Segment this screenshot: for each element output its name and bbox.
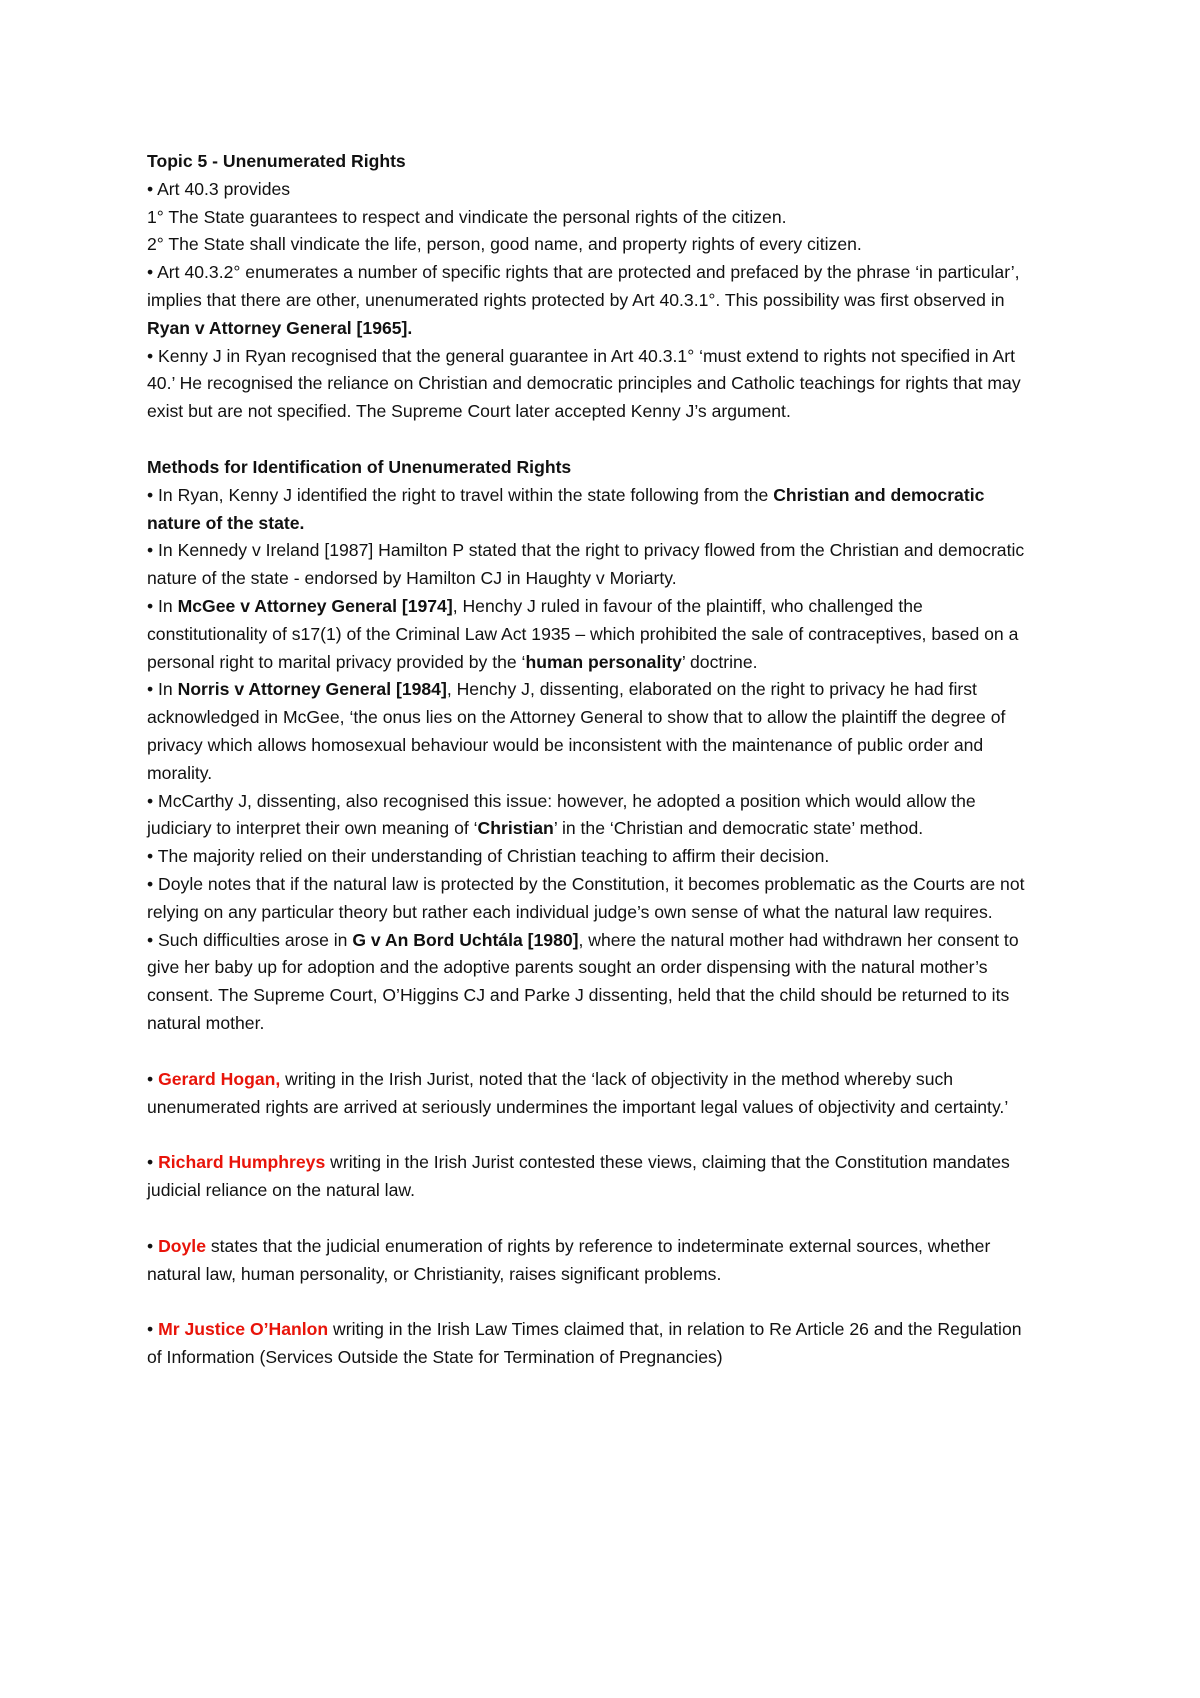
author-mr-justice-ohanlon: Mr Justice O’Hanlon xyxy=(158,1319,329,1340)
paragraph-ryan: • In Ryan, Kenny J identified the right to travel within the state following from the Christian and democratic nature of the state. xyxy=(147,484,985,533)
paragraph-hogan: • Gerard Hogan, writing in the Irish Jurist, noted that the ‘lack of objectivity in the method whereby such unenumerated rights are arrived at seriously undermines the important legal values of objectivity and certainty.’ xyxy=(147,1068,1009,1117)
paragraph-humphreys: • Richard Humphreys writing in the Irish Jurist contested these views, claiming that the Constitution mandates judicial reliance on the natural law. xyxy=(147,1152,1010,1201)
methods-heading: Methods for Identification of Unenumerated Rights xyxy=(147,456,572,477)
topic-title: Topic 5 - Unenumerated Rights xyxy=(147,151,406,171)
author-gerard-hogan: Gerard Hogan, xyxy=(158,1068,281,1089)
intro-line-1: 1° The State guarantees to respect and vindicate the personal rights of the citizen. xyxy=(147,206,787,227)
author-doyle: Doyle xyxy=(158,1235,206,1256)
paragraph-art-40-3-2: • Art 40.3.2° enumerates a number of specific rights that are protected and prefaced by the phrase ‘in particular’, implies that there are other, unenumerated rights protected by Art 40.3.1°. This possibility was first observed in Ryan v Attorney General [1965]. xyxy=(147,262,1020,338)
paragraph-kenny: • Kenny J in Ryan recognised that the general guarantee in Art 40.3.1° ‘must extend to rights not specified in Art 40.’ He recognised the reliance on Christian and democratic principles and Catholic teachings for rights that may exist but are not specified. The Supreme Court later accepted Kenny J’s argument. xyxy=(147,345,1021,422)
case-g-v-an-bord-uchtala: G v An Bord Uchtála [1980] xyxy=(352,929,579,950)
paragraph-ohanlon: • Mr Justice O’Hanlon writing in the Irish Law Times claimed that, in relation to Re Article 26 and the Regulation of Information (Services Outside the State for Termination of Pregnancies) xyxy=(147,1319,1022,1368)
paragraph-doyle-notes: • Doyle notes that if the natural law is protected by the Constitution, it becomes problematic as the Courts are not relying on any particular theory but rather each individual judge’s own sense of what the natural law requires. xyxy=(147,873,1025,922)
case-norris: Norris v Attorney General [1984] xyxy=(177,679,447,700)
intro-line-2: 2° The State shall vindicate the life, person, good name, and property rights of every citizen. xyxy=(147,234,862,255)
paragraph-g-v-an-bord: • Such difficulties arose in G v An Bord Uchtála [1980], where the natural mother had withdrawn her consent to give her baby up for adoption and the adoptive parents sought an order dispensing with the natural mother’s consent. The Supreme Court, O’Higgins CJ and Parke J dissenting, held that the child should be returned to its natural mother. xyxy=(147,929,1019,1033)
paragraph-norris: • In Norris v Attorney General [1984], Henchy J, dissenting, elaborated on the right to privacy he had first acknowledged in McGee, ‘the onus lies on the Attorney General to show that to allow the plaintiff the degree of privacy which allows homosexual behaviour would be inconsistent with the maintenance of public order and morality. xyxy=(147,679,1006,783)
paragraph-mcgee: • In McGee v Attorney General [1974], Henchy J ruled in favour of the plaintiff, who challenged the constitutionality of s17(1) of the Criminal Law Act 1935 – which prohibited the sale of contraceptives, based on a personal right to marital privacy provided by the ‘human personality’ doctrine. xyxy=(147,595,1019,672)
paragraph-kennedy: • In Kennedy v Ireland [1987] Hamilton P stated that the right to privacy flowed from the Christian and democratic nature of the state - endorsed by Hamilton CJ in Haughty v Moriarty. xyxy=(147,540,1025,589)
paragraph-majority: • The majority relied on their understanding of Christian teaching to affirm their decision. xyxy=(147,846,830,867)
case-mcgee: McGee v Attorney General [1974] xyxy=(177,595,453,616)
case-ryan: Ryan v Attorney General [1965] xyxy=(147,317,408,338)
intro-line-art-40-3: • Art 40.3 provides xyxy=(147,178,291,199)
paragraph-mccarthy: • McCarthy J, dissenting, also recognised this issue: however, he adopted a position which would allow the judiciary to interpret their own meaning of ‘Christian’ in the ‘Christian and democratic state’ method. xyxy=(147,790,976,839)
author-richard-humphreys: Richard Humphreys xyxy=(158,1152,326,1173)
document-page xyxy=(147,148,1027,1372)
paragraph-doyle: • Doyle states that the judicial enumeration of rights by reference to indeterminate external sources, whether natural law, human personality, or Christianity, raises significant problems. xyxy=(147,1235,991,1284)
